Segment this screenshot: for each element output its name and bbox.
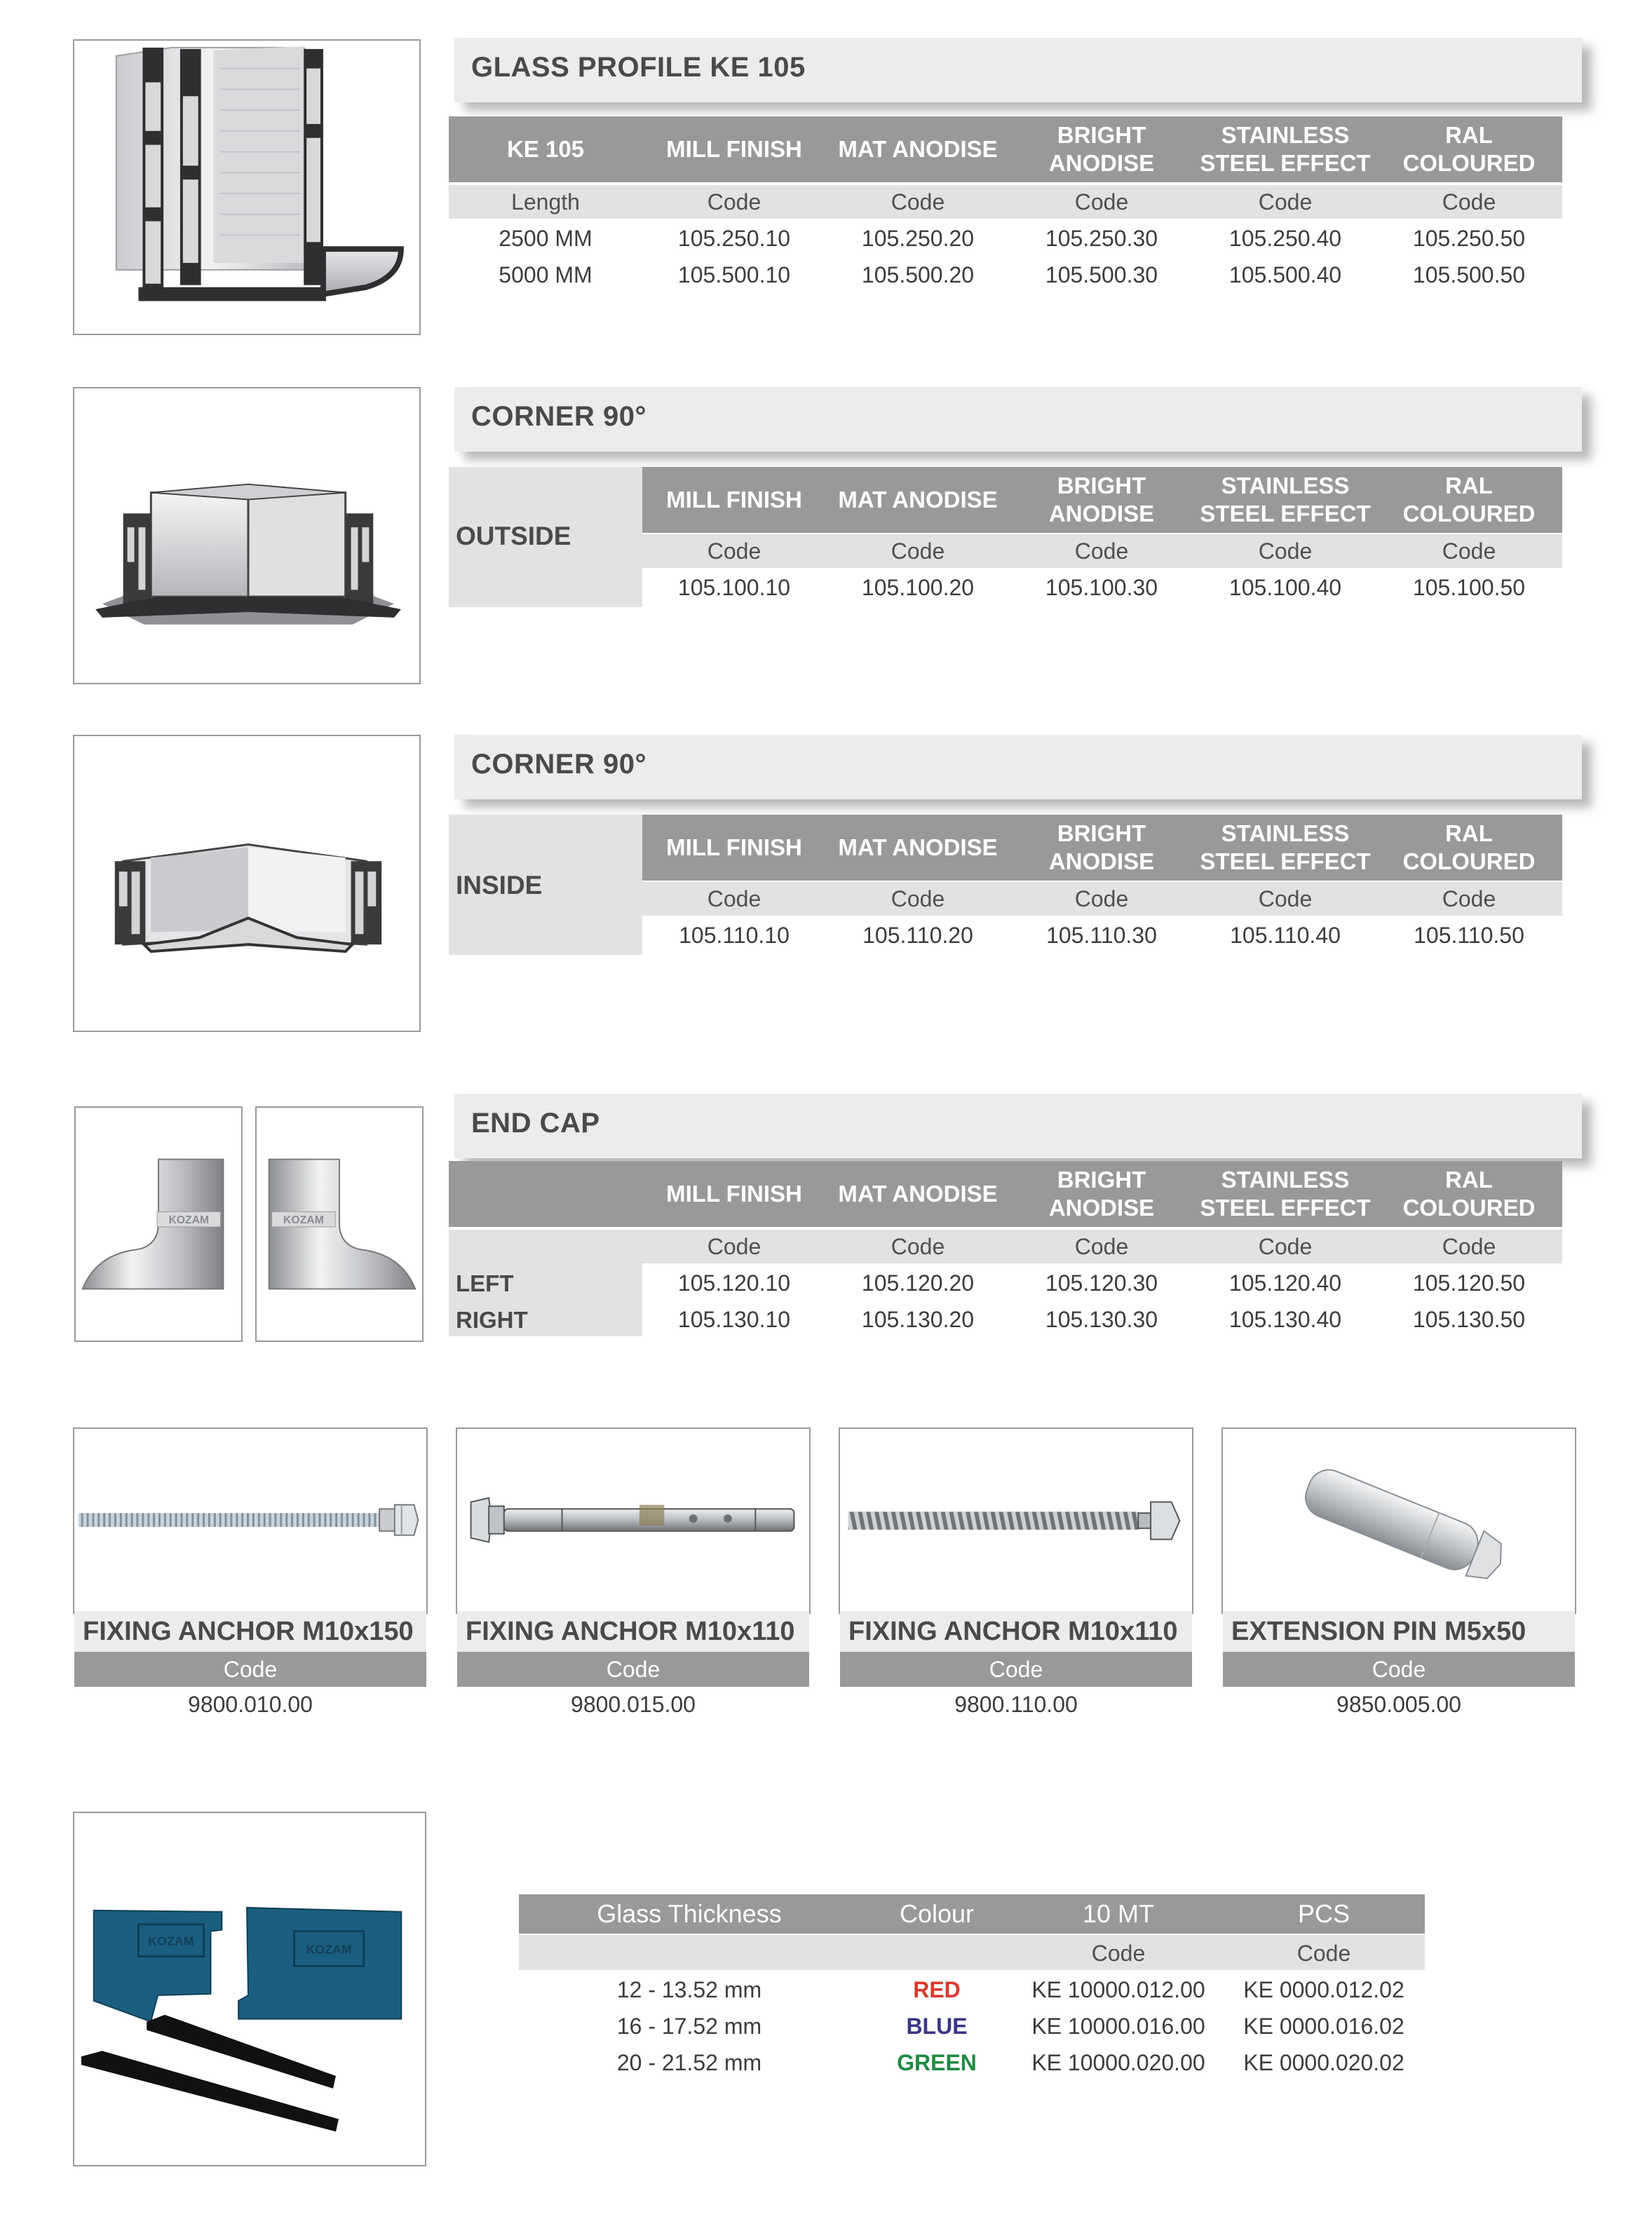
profile-col-stainless: STAINLESS STEEL EFFECT bbox=[1200, 122, 1371, 176]
gasket-10mt-code: KE 10000.012.00 bbox=[1031, 1977, 1205, 2002]
gasket-thickness: 12 - 13.52 mm bbox=[616, 1977, 762, 2002]
profile-length-label: Length bbox=[511, 189, 580, 215]
gasket-icon bbox=[74, 1813, 425, 2165]
profile-col-mill: MILL FINISH bbox=[666, 136, 802, 162]
gasket-colour: RED bbox=[913, 1977, 961, 2002]
end-cap-col-mill: MILL FINISH bbox=[666, 1181, 802, 1207]
code-value: 105.130.10 bbox=[677, 1307, 791, 1332]
end-cap-col-stainless: STAINLESS STEEL EFFECT bbox=[1200, 1167, 1371, 1221]
code-label: Code bbox=[1074, 538, 1129, 564]
end-cap-left-image bbox=[74, 1106, 243, 1342]
code-label: Code bbox=[1258, 886, 1313, 911]
code-value: 105.110.10 bbox=[679, 923, 790, 948]
corner-outside-title-bar bbox=[454, 387, 1582, 452]
row-label: 5000 MM bbox=[499, 262, 593, 287]
anchor-code: 9850.005.00 bbox=[1336, 1692, 1461, 1717]
code-value: 105.250.20 bbox=[861, 226, 975, 251]
end-cap-col-ral: RAL COLOURED bbox=[1402, 1167, 1536, 1221]
corner-outside-label: OUTSIDE bbox=[456, 522, 571, 550]
code-value: 105.110.50 bbox=[1414, 923, 1524, 948]
end-cap-col-mat: MAT ANODISE bbox=[838, 1181, 998, 1207]
corner-outside-col-stainless: STAINLESS STEEL EFFECT bbox=[1200, 473, 1371, 527]
anchor-code: 9800.010.00 bbox=[188, 1692, 313, 1717]
profile-col-bright: BRIGHT ANODISE bbox=[1048, 122, 1155, 176]
code-label: Code bbox=[891, 189, 945, 215]
anchor-image bbox=[1221, 1427, 1576, 1614]
gasket-pcs-code: KE 0000.016.02 bbox=[1243, 2014, 1404, 2039]
code-value: 105.250.30 bbox=[1045, 226, 1158, 251]
anchor-name: FIXING ANCHOR M10x110 bbox=[840, 1611, 1192, 1652]
gasket-col-thickness: Glass Thickness bbox=[597, 1899, 782, 1928]
code-value: 105.130.40 bbox=[1228, 1307, 1342, 1332]
code-label: Code bbox=[74, 1652, 426, 1687]
corner-inside-col-mill: MILL FINISH bbox=[666, 834, 802, 860]
code-label: Code bbox=[1223, 1652, 1575, 1687]
code-value: 105.130.20 bbox=[861, 1307, 975, 1332]
code-value: 105.250.40 bbox=[1228, 226, 1342, 251]
anchor-code: 9800.110.00 bbox=[954, 1692, 1078, 1717]
gasket-col-pcs: PCS bbox=[1297, 1899, 1350, 1928]
gasket-10mt-code: KE 10000.016.00 bbox=[1031, 2014, 1205, 2039]
gasket-colour: GREEN bbox=[897, 2050, 977, 2075]
end-cap-title-bar bbox=[454, 1094, 1582, 1158]
corner-outside-image bbox=[73, 387, 421, 684]
code-value: 105.130.30 bbox=[1045, 1307, 1158, 1332]
corner-inside-col-bright: BRIGHT ANODISE bbox=[1048, 820, 1155, 874]
code-label: Code bbox=[1258, 189, 1313, 215]
code-value: 105.120.40 bbox=[1228, 1270, 1342, 1296]
code-label: Code bbox=[457, 1652, 809, 1687]
code-value: 105.500.50 bbox=[1412, 262, 1526, 287]
concrete-screw-icon bbox=[840, 1429, 1192, 1613]
code-value: 105.500.10 bbox=[677, 262, 791, 287]
code-label: Code bbox=[1258, 538, 1313, 564]
corner-inside-col-mat: MAT ANODISE bbox=[838, 834, 998, 860]
gasket-logo-text: KOZAM bbox=[148, 1934, 194, 1948]
code-label: Code bbox=[1442, 189, 1496, 215]
code-label: Code bbox=[707, 886, 761, 911]
corner-inside-icon bbox=[74, 736, 419, 1031]
code-label: Code bbox=[1074, 189, 1129, 215]
corner-outside-col-bright: BRIGHT ANODISE bbox=[1048, 473, 1155, 527]
end-cap-logo-text: KOZAM bbox=[168, 1214, 210, 1227]
sleeve-anchor-icon bbox=[457, 1429, 809, 1613]
corner-inside-image bbox=[73, 735, 421, 1032]
gasket-col-10mt: 10 MT bbox=[1082, 1899, 1155, 1928]
gasket-thickness: 16 - 17.52 mm bbox=[616, 2014, 762, 2039]
code-label: Code bbox=[1442, 886, 1496, 911]
profile-col-mat: MAT ANODISE bbox=[838, 136, 998, 162]
anchor-name: FIXING ANCHOR M10x110 bbox=[457, 1611, 809, 1652]
gasket-image bbox=[73, 1812, 426, 2166]
code-value: 105.100.10 bbox=[677, 575, 791, 600]
end-cap-title: END CAP bbox=[471, 1108, 600, 1139]
profile-title: GLASS PROFILE KE 105 bbox=[471, 52, 806, 83]
code-label: Code bbox=[707, 189, 761, 215]
code-value: 105.110.20 bbox=[862, 923, 973, 948]
code-label: Code bbox=[1074, 886, 1129, 911]
anchor-code: 9800.015.00 bbox=[571, 1692, 696, 1717]
code-value: 105.120.30 bbox=[1045, 1270, 1158, 1296]
code-label: Code bbox=[1074, 1234, 1129, 1259]
end-cap-left-icon bbox=[76, 1108, 241, 1341]
code-label: Code bbox=[1091, 1941, 1146, 1966]
profile-title-bar bbox=[454, 38, 1582, 102]
row-label: RIGHT bbox=[456, 1307, 528, 1333]
code-value: 105.130.50 bbox=[1412, 1307, 1526, 1332]
code-value: 105.500.20 bbox=[861, 262, 975, 287]
end-cap-right-image bbox=[255, 1106, 424, 1342]
anchor-name: EXTENSION PIN M5x50 bbox=[1223, 1611, 1575, 1652]
code-label: Code bbox=[707, 538, 761, 564]
corner-outside-col-ral: RAL COLOURED bbox=[1402, 473, 1536, 527]
corner-inside-label: INSIDE bbox=[456, 871, 543, 900]
corner-outside-col-mill: MILL FINISH bbox=[666, 487, 802, 513]
code-value: 105.250.10 bbox=[677, 226, 791, 251]
corner-inside-title-bar bbox=[454, 735, 1582, 799]
corner-inside-col-ral: RAL COLOURED bbox=[1402, 820, 1536, 874]
code-label: Code bbox=[891, 1234, 945, 1259]
threaded-rod-icon bbox=[74, 1429, 426, 1613]
anchor-name: FIXING ANCHOR M10x150 bbox=[74, 1611, 426, 1652]
code-value: 105.100.20 bbox=[861, 575, 975, 600]
code-value: 105.120.20 bbox=[861, 1270, 975, 1296]
code-value: 105.120.10 bbox=[677, 1270, 791, 1296]
code-value: 105.500.30 bbox=[1045, 262, 1158, 287]
corner-outside-title: CORNER 90° bbox=[471, 401, 646, 432]
gasket-pcs-code: KE 0000.020.02 bbox=[1243, 2050, 1404, 2075]
gasket-col-colour: Colour bbox=[899, 1899, 975, 1928]
row-label: LEFT bbox=[456, 1270, 514, 1296]
code-label: Code bbox=[1296, 1941, 1351, 1966]
anchor-image bbox=[839, 1427, 1193, 1614]
gasket-thickness: 20 - 21.52 mm bbox=[616, 2050, 762, 2075]
anchor-image bbox=[456, 1427, 811, 1614]
corner-outside-icon bbox=[74, 388, 419, 683]
code-value: 105.100.30 bbox=[1045, 575, 1158, 600]
code-label: Code bbox=[840, 1652, 1192, 1687]
gasket-logo-text: KOZAM bbox=[306, 1942, 352, 1957]
profile-first-col-header: KE 105 bbox=[506, 136, 585, 162]
code-label: Code bbox=[1442, 538, 1496, 564]
end-cap-right-icon bbox=[257, 1108, 422, 1341]
code-label: Code bbox=[891, 538, 945, 564]
code-value: 105.120.50 bbox=[1412, 1270, 1526, 1296]
code-label: Code bbox=[1442, 1234, 1496, 1259]
end-cap-logo-text: KOZAM bbox=[283, 1214, 324, 1227]
code-label: Code bbox=[1258, 1234, 1313, 1259]
code-value: 105.100.40 bbox=[1228, 575, 1342, 600]
corner-inside-col-stainless: STAINLESS STEEL EFFECT bbox=[1200, 820, 1371, 874]
code-value: 105.110.30 bbox=[1046, 923, 1157, 948]
corner-inside-title: CORNER 90° bbox=[471, 749, 646, 780]
gasket-10mt-code: KE 10000.020.00 bbox=[1031, 2050, 1205, 2075]
profile-image bbox=[73, 39, 421, 335]
code-value: 105.110.40 bbox=[1230, 923, 1341, 948]
code-value: 105.250.50 bbox=[1412, 226, 1526, 251]
code-label: Code bbox=[707, 1234, 761, 1259]
row-label: 2500 MM bbox=[499, 226, 593, 251]
code-value: 105.100.50 bbox=[1412, 575, 1526, 600]
end-cap-col-bright: BRIGHT ANODISE bbox=[1048, 1167, 1155, 1221]
code-label: Code bbox=[891, 886, 945, 911]
gasket-colour: BLUE bbox=[906, 2014, 968, 2039]
code-value: 105.500.40 bbox=[1228, 262, 1342, 287]
extension-pin-icon bbox=[1223, 1429, 1575, 1613]
corner-outside-col-mat: MAT ANODISE bbox=[838, 487, 998, 513]
glass-profile-icon bbox=[74, 41, 419, 334]
profile-col-ral: RAL COLOURED bbox=[1402, 122, 1536, 176]
anchor-image bbox=[73, 1427, 428, 1614]
gasket-pcs-code: KE 0000.012.02 bbox=[1243, 1977, 1404, 2002]
